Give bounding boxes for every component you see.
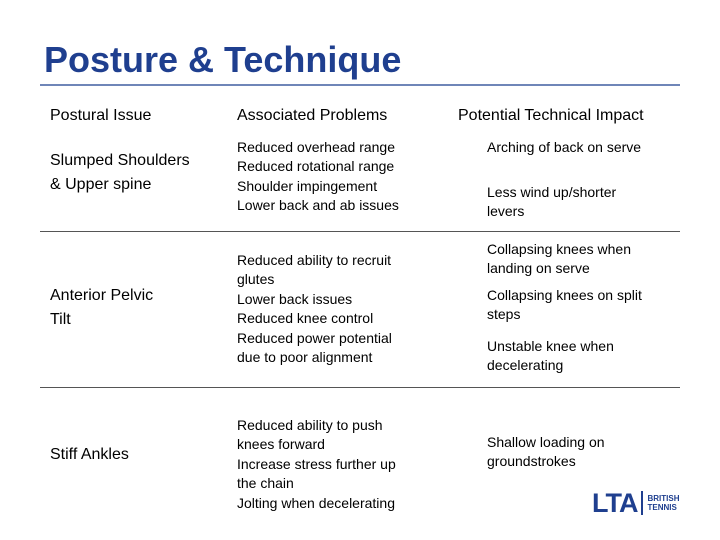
problem-line: Reduced ability to recruit bbox=[237, 252, 392, 268]
problem-line: Lower back and ab issues bbox=[237, 197, 399, 214]
problems-cell bbox=[237, 416, 396, 513]
impact-line: levers bbox=[487, 203, 525, 220]
impact-line: decelerating bbox=[487, 357, 564, 374]
impact-item bbox=[487, 138, 641, 157]
impact-item bbox=[487, 240, 631, 279]
header-technical-impact: Potential Technical Impact bbox=[458, 107, 644, 124]
row-divider bbox=[40, 387, 680, 388]
problems-cell bbox=[237, 251, 392, 367]
problem-line: Reduced power potential bbox=[237, 329, 392, 346]
problem-line: knees forward bbox=[237, 436, 325, 453]
impact-item bbox=[487, 286, 642, 325]
issue-line: Tilt bbox=[50, 311, 71, 328]
logo-line-british: BRITISH bbox=[647, 494, 680, 503]
issue-line: & Upper spine bbox=[50, 176, 152, 193]
header-postural-issue: Postural Issue bbox=[50, 107, 152, 124]
problem-line: Increase stress further up bbox=[237, 455, 396, 472]
problem-line: Jolting when decelerating bbox=[237, 494, 395, 511]
impact-line: Shallow loading on bbox=[487, 434, 605, 450]
logo-divider bbox=[641, 491, 643, 515]
impact-line: landing on serve bbox=[487, 260, 590, 277]
problem-line: the chain bbox=[237, 475, 294, 492]
impact-line: steps bbox=[487, 306, 521, 323]
issue-cell bbox=[50, 443, 129, 467]
impact-line: Collapsing knees on split bbox=[487, 287, 642, 303]
slide-title: Posture & Technique bbox=[44, 39, 402, 80]
logo-text bbox=[647, 494, 679, 512]
problem-line: glutes bbox=[237, 271, 275, 288]
header-associated-problems: Associated Problems bbox=[237, 107, 388, 124]
problem-line: Reduced overhead range bbox=[237, 139, 396, 155]
problem-line: Reduced knee control bbox=[237, 310, 374, 327]
issue-line: Slumped Shoulders bbox=[50, 152, 190, 169]
impact-item bbox=[487, 433, 605, 472]
problem-line: due to poor alignment bbox=[237, 349, 373, 366]
row-divider bbox=[40, 231, 680, 232]
impact-line: Collapsing knees when bbox=[487, 241, 631, 257]
impact-line: groundstrokes bbox=[487, 453, 576, 470]
impact-item bbox=[487, 183, 616, 222]
issue-cell bbox=[50, 284, 153, 332]
impact-line: Unstable knee when bbox=[487, 338, 614, 354]
problems-cell bbox=[237, 138, 399, 216]
title-divider bbox=[40, 84, 680, 86]
problem-line: Lower back issues bbox=[237, 290, 353, 307]
issue-cell bbox=[50, 149, 190, 197]
impact-line: Arching of back on serve bbox=[487, 139, 642, 155]
logo-line-tennis: TENNIS bbox=[647, 503, 677, 512]
issue-line: Anterior Pelvic bbox=[50, 287, 154, 304]
impact-item bbox=[487, 337, 614, 376]
logo-mark: LTA bbox=[592, 488, 638, 518]
lta-logo bbox=[592, 490, 679, 516]
problem-line: Shoulder impingement bbox=[237, 177, 378, 194]
problem-line: Reduced ability to push bbox=[237, 417, 383, 433]
problem-line: Reduced rotational range bbox=[237, 158, 395, 175]
impact-line: Less wind up/shorter bbox=[487, 184, 617, 200]
issue-line: Stiff Ankles bbox=[50, 446, 129, 463]
